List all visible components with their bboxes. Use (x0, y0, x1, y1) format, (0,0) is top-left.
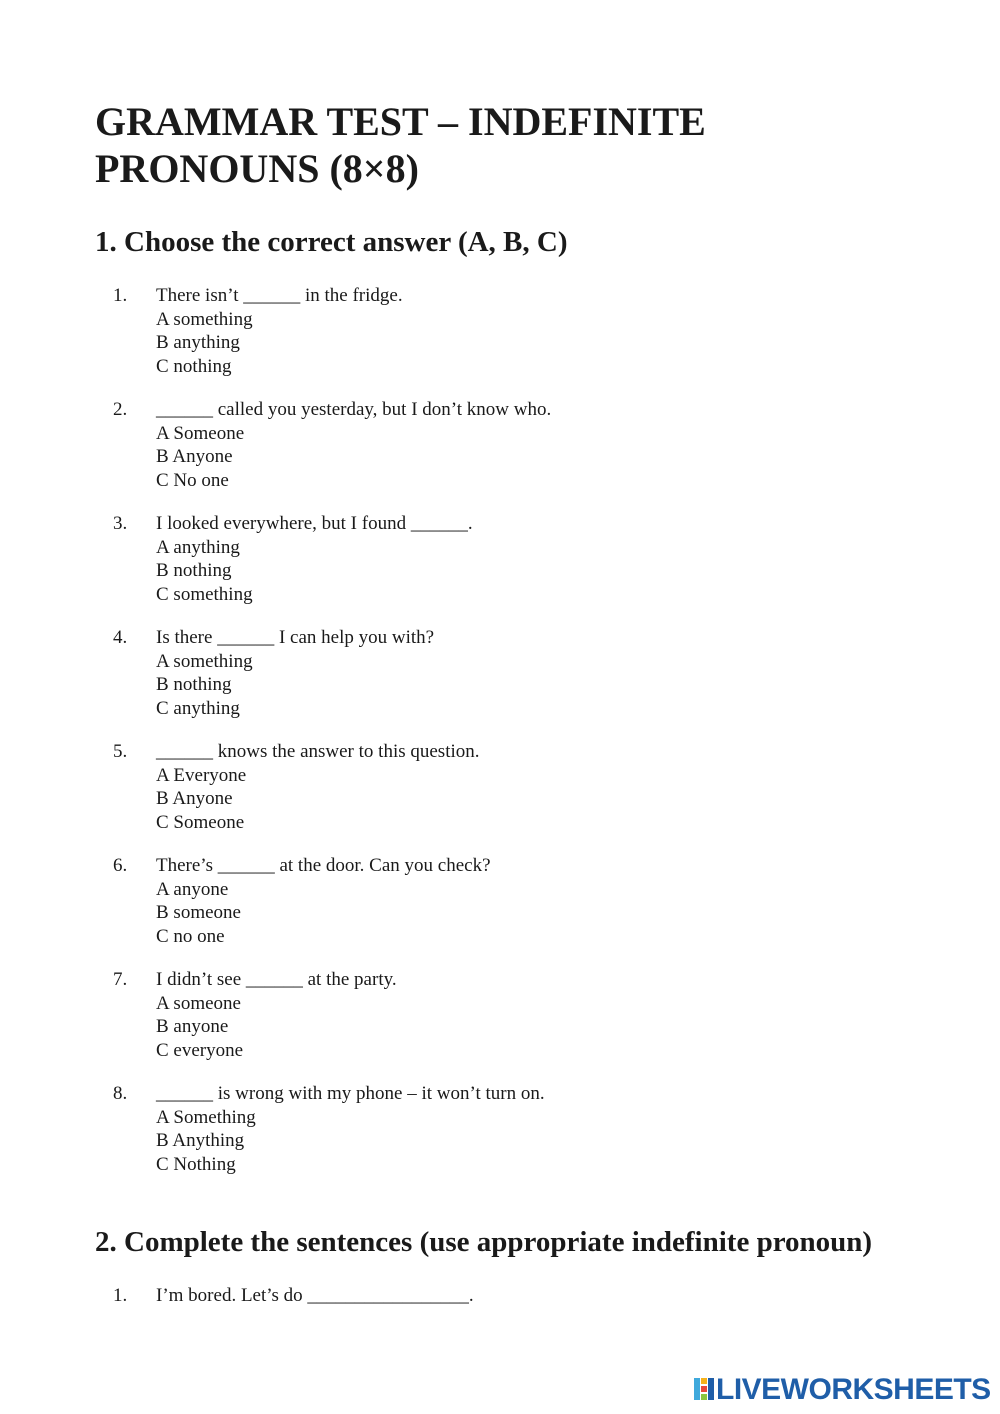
question-number: 8. (113, 1083, 128, 1104)
option-b[interactable]: B anything (156, 332, 240, 353)
completion-sentence[interactable]: I’m bored. Let’s do _________________. (156, 1285, 474, 1306)
worksheet-title (95, 98, 895, 192)
question-text: There isn’t ______ in the fridge. (156, 285, 403, 306)
question-text: There’s ______ at the door. Can you check? (156, 855, 491, 876)
option-c[interactable]: C Someone (156, 811, 245, 833)
section-1-title: 1. Choose the correct answer (A, B, C) (95, 226, 568, 258)
option-b[interactable]: B nothing (156, 560, 232, 581)
option-a[interactable]: A anyone (156, 878, 229, 900)
question-number: 5. (113, 741, 128, 762)
question-text: ______ knows the answer to this question. (156, 741, 480, 762)
question-text: I didn’t see ______ at the party. (156, 969, 397, 990)
option-c[interactable]: C nothing (156, 355, 232, 377)
option-a[interactable]: A Something (156, 1106, 256, 1128)
option-b[interactable]: B Anything (156, 1130, 245, 1151)
section-2-title: 2. Complete the sentences (use appropriate indefinite pronoun) (95, 1226, 873, 1258)
liveworksheets-logo-icon (694, 1378, 716, 1400)
question-text: ______ called you yesterday, but I don’t know who. (156, 399, 552, 420)
option-a[interactable]: A something (156, 650, 253, 672)
title-line-1: GRAMMAR TEST – INDEFINITE (95, 99, 706, 144)
option-c[interactable]: C everyone (156, 1039, 244, 1061)
question-number: 4. (113, 627, 128, 648)
question-text: ______ is wrong with my phone – it won’t turn on. (156, 1083, 545, 1104)
option-c[interactable]: C Nothing (156, 1153, 236, 1175)
question-number: 1. (113, 1285, 128, 1306)
option-b[interactable]: B Anyone (156, 788, 233, 809)
question-number: 7. (113, 969, 128, 990)
option-a[interactable]: A Someone (156, 422, 245, 444)
option-b[interactable]: B someone (156, 902, 241, 923)
option-b[interactable]: B nothing (156, 674, 232, 695)
question-number: 6. (113, 855, 128, 876)
title-line-2: PRONOUNS (8×8) (95, 146, 419, 191)
brand-name: LIVEWORKSHEETS (716, 1373, 991, 1406)
option-a[interactable]: A someone (156, 992, 241, 1014)
option-c[interactable]: C something (156, 583, 253, 605)
option-c[interactable]: C no one (156, 925, 225, 947)
option-b[interactable]: B Anyone (156, 446, 233, 467)
option-a[interactable]: A Everyone (156, 764, 247, 786)
option-a[interactable]: A anything (156, 536, 240, 558)
question-number: 1. (113, 285, 128, 306)
question-number: 2. (113, 399, 128, 420)
question-number: 3. (113, 513, 128, 534)
option-c[interactable]: C No one (156, 469, 229, 491)
question-text: I looked everywhere, but I found ______. (156, 513, 473, 534)
option-c[interactable]: C anything (156, 697, 240, 719)
question-text: Is there ______ I can help you with? (156, 627, 435, 648)
liveworksheets-branding (694, 1374, 994, 1406)
option-a[interactable]: A something (156, 308, 253, 330)
option-b[interactable]: B anyone (156, 1016, 229, 1037)
